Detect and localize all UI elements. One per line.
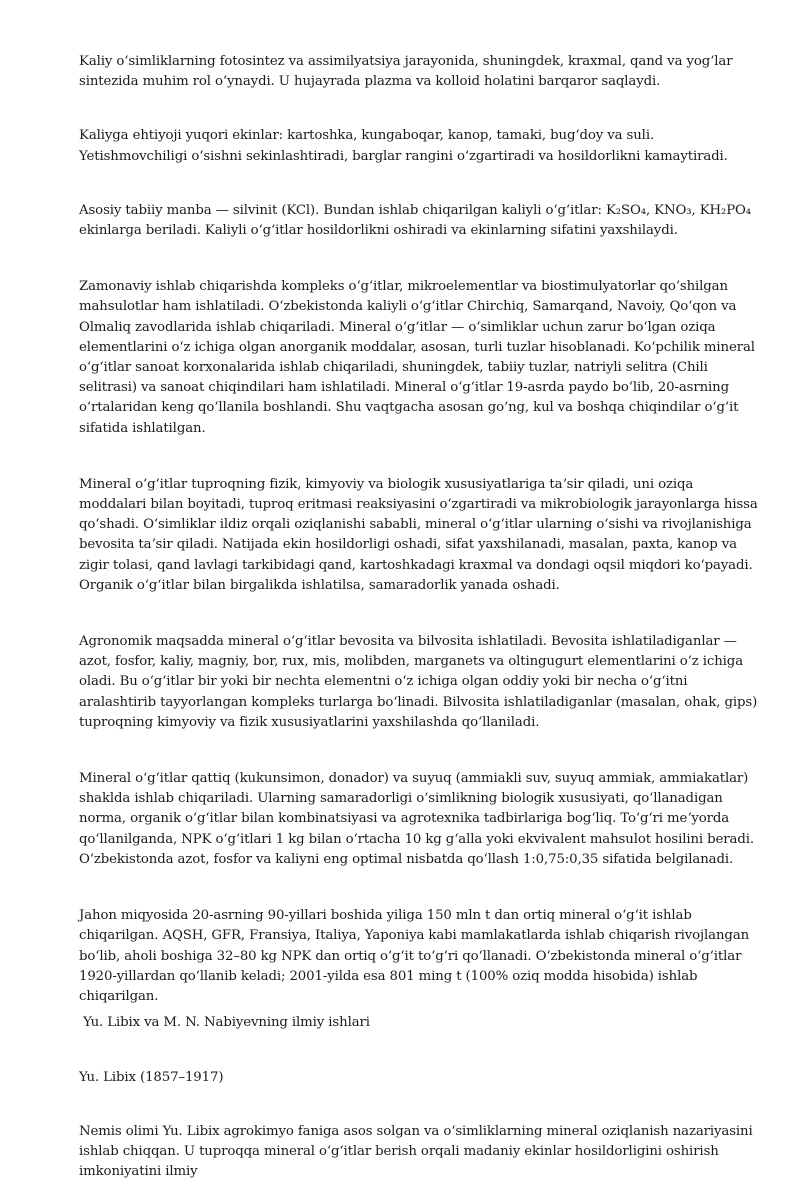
paragraph-soil-effects: Mineral oʻgʻitlar tuproqning fizik, kimyoviy va biologik xususiyatlariga taʼsir qiladi, uni oziqa moddalari bilan boyitadi, tuproq eritmasi reaksiyasini oʻzgartiradi va mikrobiologik jarayonlarga hissa qoʻshadi. Oʻsimliklar ildiz orqali oziqlanishi sababli, mineral oʻgʻitlar ularning oʻsishi va rivojlanishiga bevosita taʼsir qiladi. Natijada ekin hosildorligi oshadi, sifat yaxshilanadi, masalan, paxta, kanop va zigir tolasi, qand lavlagi tarkibidagi qand, kartoshkadagi kraxmal va dondagi oqsil miqdori koʻpayadi. Organik oʻgʻitlar bilan birgalikda ishlatilsa, samaradorlik yanada oshadi. xyxy=(79,476,758,593)
person-heading: Yu. Libix (1857–1917) xyxy=(79,1070,224,1086)
paragraph-potassium-crops: Kaliyga ehtiyoji yuqori ekinlar: kartoshka, kungaboqar, kanop, tamaki, bugʻdoy va suli. Yetishmovchiligi oʻsishni sekinlashtiradi, barglar rangini oʻzgartiradi va hosildorlikni kamaytiradi. xyxy=(79,128,728,164)
paragraph-modern-production: Zamonaviy ishlab chiqarishda kompleks oʻgʻitlar, mikroelementlar va biostimulyatorlar qoʻshilgan mahsulotlar ham ishlatiladi. Oʻzbekistonda kaliyli oʻgʻitlar Chirchiq, Samarqand, Navoiy, Qoʻqon va Olmaliq zavodlarida ishlab chiqariladi. Mineral oʻgʻitlar — oʻsimliklar uchun zarur boʻlgan oziqa elementlarini oʻz ichiga olgan anorganik moddalar, asosan, turli tuzlar hisoblanadi. Koʻpchilik mineral oʻgʻitlar sanoat korxonalarida ishlab chiqariladi, shuningdek, tabiiy tuzlar, natriyli selitra (Chili selitrasi) va sanoat chiqindilari ham ishlatiladi. Mineral oʻgʻitlar 19-asrda paydo boʻlib, 20-asrning oʻrtalaridan keng qoʻllanila boshlandi. Shu vaqtgacha asosan goʻng, kul va boshqa chiqindilar oʻgʻit sifatida ishlatilgan. xyxy=(79,279,755,436)
paragraph-potassium-sources: Asosiy tabiiy manba — silvinit (KCl). Bundan ishlab chiqarilgan kaliyli oʻgʻitlar: K₂SO₄, KNO₃, KH₂PO₄ ekinlarga beriladi. Kaliyli oʻgʻitlar hosildorlikni oshiradi va ekinlarning sifatini yaxshilaydi. xyxy=(79,202,752,239)
section-heading: Yu. Libix va M. N. Nabiyevning ilmiy ishlari xyxy=(79,1015,370,1031)
paragraph-fertilizer-forms: Mineral oʻgʻitlar qattiq (kukunsimon, donador) va suyuq (ammiakli suv, suyuq ammiak, ammiakatlar) shaklda ishlab chiqariladi. Ularning samaradorligi oʻsimlikning biologik xususiyati, qoʻllanadigan norma, organik oʻgʻitlar bilan kombinatsiyasi va agrotexnika tadbirlariga bogʻliq. Toʻgʻri meʼyorda qoʻllanilganda, NPK oʻgʻitlari 1 kg bilan oʻrtacha 10 kg gʻalla yoki ekvivalent mahsulot hosilini beradi. Oʻzbekistonda azot, fosfor va kaliyni eng optimal nisbatda qoʻllash 1:0,75:0,35 sifatida belgilanadi. xyxy=(79,771,754,867)
paragraph-agronomic-use: Agronomik maqsadda mineral oʻgʻitlar bevosita va bilvosita ishlatiladi. Bevosita ishlatiladiganlar — azot, fosfor, kaliy, magniy, bor, rux, mis, molibden, marganets va oltingugurt elementlarini oʻz ichiga oladi. Bu oʻgʻitlar bir yoki bir nechta elementni oʻz ichiga olgan oddiy yoki bir necha oʻgʻitni aralashtirib tayyorlangan kompleks turlarga boʻlinadi. Bilvosita ishlatiladiganlar (masalan, ohak, gips) tuproqning kimyoviy va fizik xususiyatlarini yaxshilashda qoʻllaniladi. xyxy=(79,634,758,730)
paragraph-libix-intro: Nemis olimi Yu. Libix agrokimyo faniga asos solgan va oʻsimliklarning mineral oziqlanish nazariyasini ishlab chiqqan. U tuproqqa mineral oʻgʻitlar berish orqali madaniy ekinlar hosildorligini oshirish imkoniyatini ilmiy xyxy=(79,1123,753,1179)
paragraph-potassium-role: Kaliy oʻsimliklarning fotosintez va assimilyatsiya jarayonida, shuningdek, kraxmal, qand va yogʻlar sintezida muhim rol oʻynaydi. U hujayrada plazma va kolloid holatini barqaror saqlaydi. xyxy=(79,54,733,90)
paragraph-world-production: Jahon miqyosida 20-asrning 90-yillari boshida yiliga 150 mln t dan ortiq mineral oʻgʻit ishlab chiqarilgan. AQSH, GFR, Fransiya, Italiya, Yaponiya kabi mamlakatlarda ishlab chiqarish rivojlangan boʻlib, aholi boshiga 32–80 kg NPK dan ortiq oʻgʻit toʻgʻri qoʻllanadi. Oʻzbekistonda mineral oʻgʻitlar 1920-yillardan qoʻllanib keladi; 2001-yilda esa 801 ming t (100% oziq modda hisobida) ishlab chiqarilgan. xyxy=(79,908,750,1004)
document-body xyxy=(79,52,763,1179)
